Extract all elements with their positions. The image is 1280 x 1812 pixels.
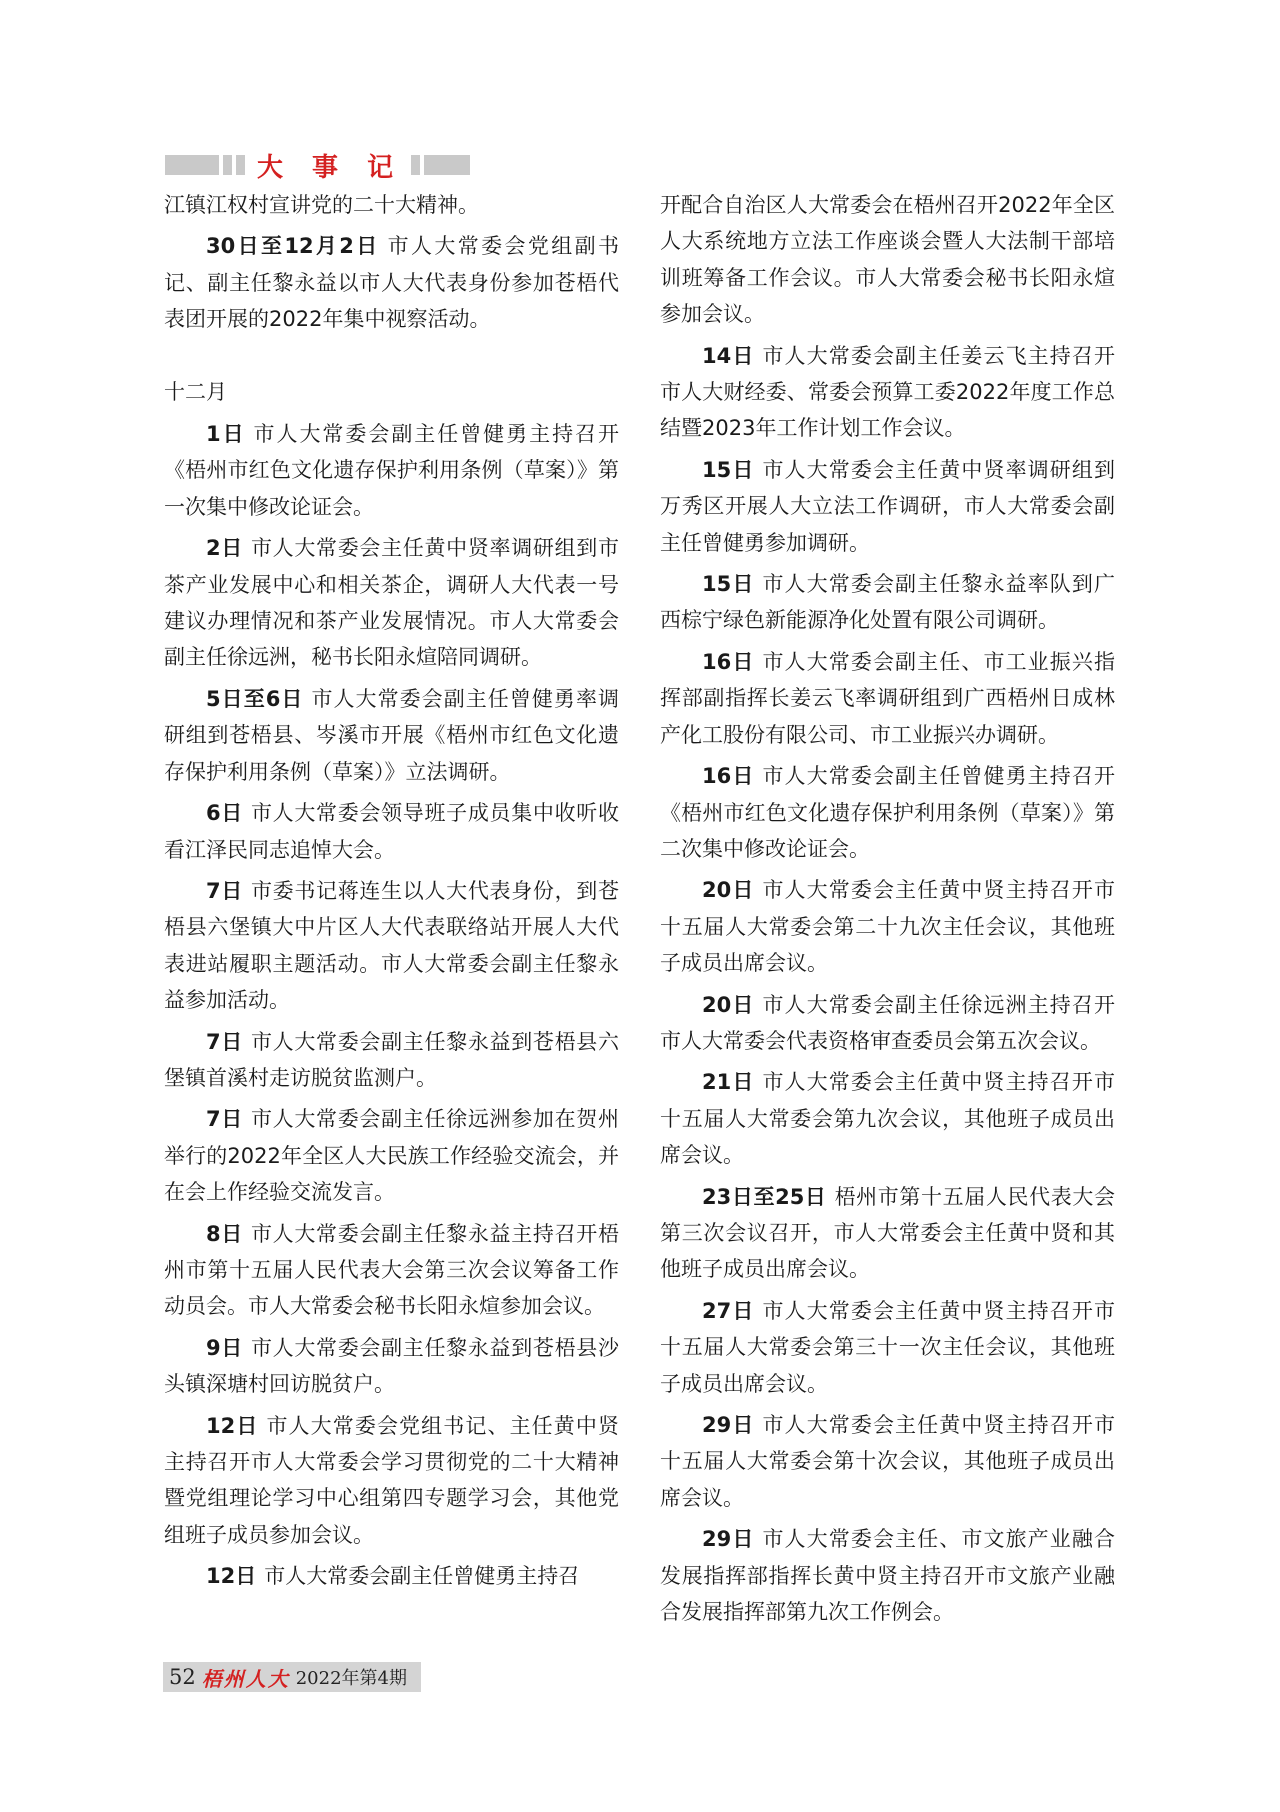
event-text: 市人大常委会领导班子成员集中收听收看江泽民同志追悼大会。 — [164, 801, 619, 862]
event-date: 5日至6日 — [206, 686, 304, 711]
event-text: 市人大常委会主任黄中贤率调研组到市茶产业发展中心和相关茶企，调研人大代表一号建议办理情况和茶产业发展情况。市人大常委会副主任徐远洲，秘书长阳永煊陪同调研。 — [164, 536, 619, 670]
event-date: 7日 — [206, 1029, 243, 1054]
event-entry — [164, 795, 619, 868]
event-text: 市人大常委会主任黄中贤率调研组到万秀区开展人大立法工作调研，市人大常委会副主任曾健勇参加调研。 — [660, 457, 1115, 555]
event-entry — [164, 1024, 619, 1097]
header-bar-right — [424, 155, 470, 175]
magazine-name: 梧州人大 — [201, 1666, 290, 1691]
event-text: 市人大常委会副主任曾健勇主持召开《梧州市红色文化遗存保护利用条例（草案）》第二次集中修改论证会。 — [660, 764, 1115, 861]
event-entry — [660, 1179, 1115, 1288]
event-entry — [164, 530, 619, 676]
event-date: 14日 — [702, 343, 755, 368]
event-entry — [164, 873, 619, 1019]
event-date: 27日 — [702, 1298, 755, 1323]
event-text: 市人大常委会副主任徐远洲参加在贺州举行的2022年全区人大民族工作经验交流会，并在会上作经验交流发言。 — [164, 1107, 619, 1205]
event-date: 1日 — [206, 422, 246, 447]
event-entry — [660, 758, 1115, 867]
event-entry — [660, 187, 1115, 333]
left-column — [164, 187, 619, 1600]
event-text: 市人大常委会党组书记、主任黄中贤主持召开市人大常委会学习贯彻党的二十大精神暨党组理论学习中心组第四专题学习会，其他党组班子成员参加会议。 — [164, 1413, 619, 1547]
event-text: 市人大常委会副主任曾健勇主持召 — [264, 1564, 580, 1589]
issue-label: 2022年第4期 — [295, 1668, 407, 1689]
event-text: 市人大常委会副主任黎永益率队到广西棕宁绿色新能源净化处置有限公司调研。 — [660, 572, 1115, 633]
event-text: 开配合自治区人大常委会在梧州召开2022年全区人大系统地方立法工作座谈会暨人大法制干部培训班筹备工作会议。市人大常委会秘书长阳永煊参加会议。 — [660, 193, 1115, 327]
event-text: 市人大常委会副主任徐远洲主持召开市人大常委会代表资格审查委员会第五次会议。 — [660, 992, 1115, 1053]
month-heading: 十二月 — [164, 379, 227, 404]
header-bar-left — [165, 155, 219, 175]
event-date: 20日 — [702, 992, 755, 1017]
event-text: 市人大常委会党组副书记、副主任黎永益以市人大代表身份参加苍梧代表团开展的2022年集中视察活动。 — [164, 234, 620, 332]
event-date: 15日 — [702, 457, 755, 482]
event-text: 市人大常委会副主任黎永益到苍梧县沙头镇深塘村回访脱贫户。 — [164, 1335, 619, 1397]
header-bar-right-small — [411, 155, 420, 175]
event-date: 29日 — [702, 1527, 755, 1552]
event-entry — [660, 1521, 1115, 1630]
right-column — [660, 187, 1115, 1635]
event-text: 市人大常委会主任黄中贤主持召开市十五届人大常委会第三十一次主任会议，其他班子成员出席会议。 — [660, 1298, 1115, 1396]
event-text: 市人大常委会主任黄中贤主持召开市十五届人大常委会第九次会议，其他班子成员出席会议。 — [660, 1070, 1115, 1168]
event-text: 江镇江权村宣讲党的二十大精神。 — [164, 193, 479, 217]
header-bar-left-small-2 — [236, 155, 245, 175]
event-text: 市人大常委会副主任姜云飞主持召开市人大财经委、常委会预算工委2022年度工作总结暨2023年工作计划工作会议。 — [660, 343, 1115, 441]
header-bar-left-small — [223, 155, 232, 175]
event-entry — [164, 416, 619, 525]
event-entry — [164, 1101, 619, 1210]
event-entry — [660, 1407, 1115, 1516]
event-entry — [164, 187, 619, 223]
event-date: 7日 — [206, 878, 243, 903]
event-text: 市人大常委会主任黄中贤主持召开市十五届人大常委会第二十九次主任会议，其他班子成员出席会议。 — [660, 878, 1115, 976]
event-date: 9日 — [206, 1335, 243, 1360]
event-text: 市人大常委会主任黄中贤主持召开市十五届人大常委会第十次会议，其他班子成员出席会议。 — [660, 1413, 1115, 1510]
event-date: 16日 — [702, 764, 755, 789]
event-entry — [660, 452, 1115, 561]
event-text: 市人大常委会副主任黎永益到苍梧县六堡镇首溪村走访脱贫监测户。 — [164, 1029, 619, 1090]
event-entry — [164, 1408, 619, 1554]
section-header — [165, 148, 470, 182]
event-text: 市人大常委会副主任黎永益主持召开梧州市第十五届人民代表大会第三次会议筹备工作动员会。市人大常委会秘书长阳永煊参加会议。 — [164, 1221, 619, 1319]
event-date: 12日 — [206, 1564, 257, 1589]
event-date: 21日 — [702, 1070, 755, 1095]
event-text: 市人大常委会副主任、市工业振兴指挥部副指挥长姜云飞率调研组到广西梧州日成林产化工股份有限公司、市工业振兴办调研。 — [660, 649, 1115, 747]
event-entry — [164, 1216, 619, 1325]
event-text: 市人大常委会副主任曾健勇率调研组到苍梧县、岑溪市开展《梧州市红色文化遗存保护利用条例（草案）》立法调研。 — [164, 686, 619, 784]
event-date: 20日 — [702, 878, 755, 903]
event-text: 梧州市第十五届人民代表大会第三次会议召开，市人大常委会主任黄中贤和其他班子成员出席会议。 — [660, 1184, 1116, 1282]
event-entry — [660, 987, 1115, 1060]
event-text: 市委书记蒋连生以人大代表身份，到苍梧县六堡镇大中片区人大代表联络站开展人大代表进站履职主题活动。市人大常委会副主任黎永益参加活动。 — [164, 878, 619, 1013]
event-entry — [660, 872, 1115, 981]
event-text: 市人大常委会主任、市文旅产业融合发展指挥部指挥长黄中贤主持召开市文旅产业融合发展指挥部第九次工作例会。 — [660, 1527, 1115, 1625]
page-footer — [163, 1662, 421, 1692]
event-date: 8日 — [206, 1221, 243, 1246]
event-entry — [164, 681, 619, 790]
event-entry — [660, 1064, 1115, 1173]
event-date: 2日 — [206, 536, 243, 561]
event-entry — [660, 338, 1115, 447]
event-entry — [164, 1330, 619, 1403]
event-entry — [660, 566, 1115, 639]
event-date: 7日 — [206, 1107, 243, 1132]
event-text: 市人大常委会副主任曾健勇主持召开《梧州市红色文化遗存保护利用条例（草案）》第一次集中修改论证会。 — [164, 422, 619, 519]
section-title: 大 事 记 — [257, 152, 404, 183]
event-date: 15日 — [702, 572, 755, 597]
event-entry — [660, 644, 1115, 753]
event-date: 29日 — [702, 1413, 755, 1437]
event-entry — [164, 228, 619, 337]
event-date: 12日 — [206, 1413, 259, 1438]
event-date: 6日 — [206, 801, 243, 826]
page-number: 52 — [169, 1665, 196, 1689]
event-entry — [660, 1293, 1115, 1402]
event-entry — [164, 1558, 619, 1594]
event-date: 30日至12月2日 — [206, 234, 380, 259]
event-date: 23日至25日 — [702, 1184, 827, 1209]
event-date: 16日 — [702, 649, 755, 674]
